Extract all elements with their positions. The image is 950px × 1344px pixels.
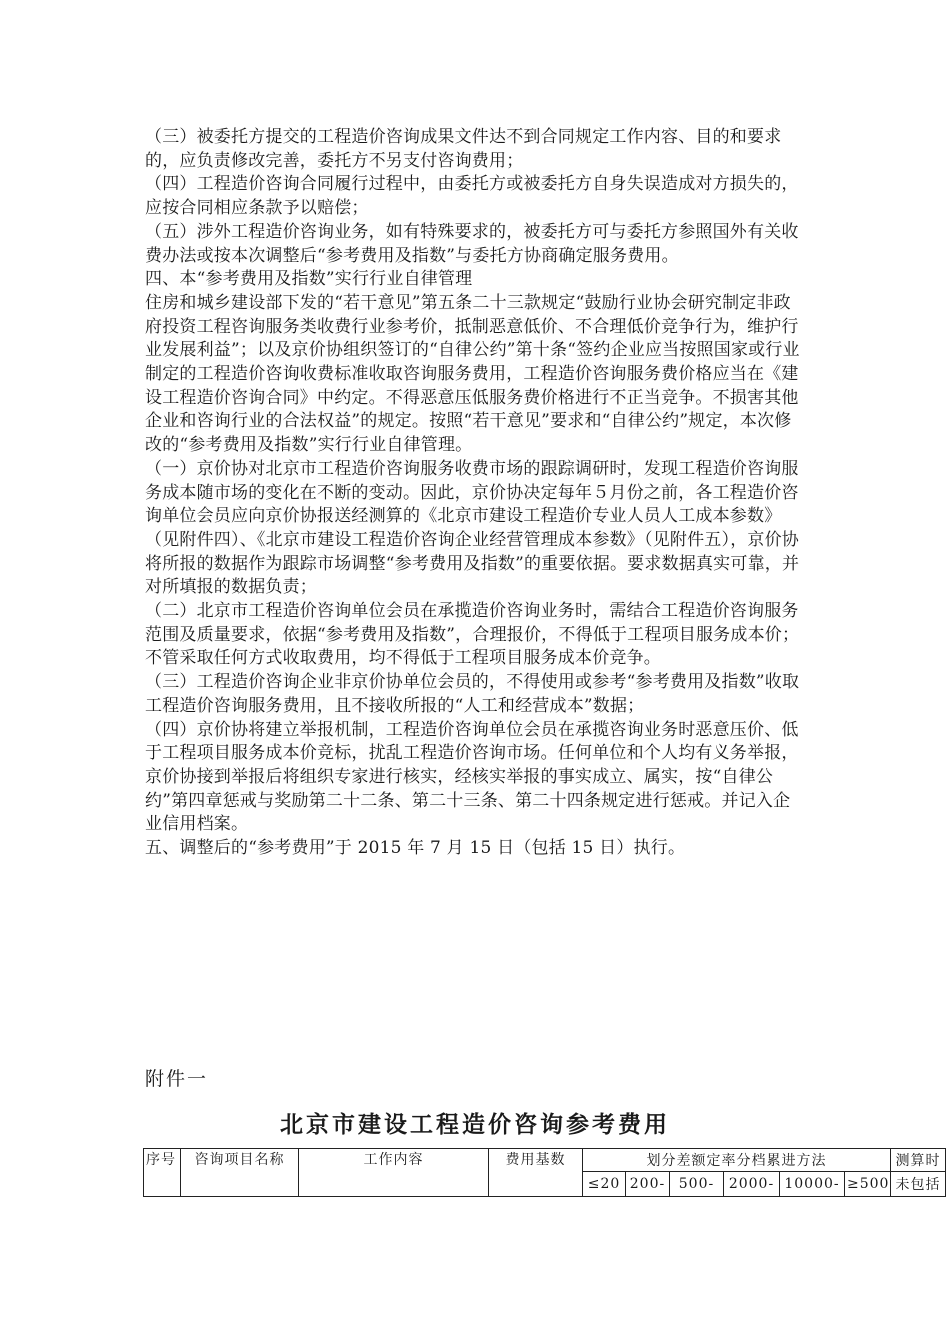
table-header-row	[144, 1149, 946, 1172]
tier-cell: 200-	[626, 1172, 670, 1197]
paragraph: 不管采取任何方式收取费用，均不得低于工程项目服务成本价竞争。	[145, 648, 661, 669]
paragraph: （四）工程造价咨询合同履行过程中，由委托方或被委托方自身失误造成对方损失的，应按合同相应条款予以赔偿；	[145, 174, 799, 219]
body-text	[145, 126, 805, 861]
section-heading: 四、本“参考费用及指数”实行行业自律管理	[145, 269, 473, 290]
paragraph: （四）京价协将建立举报机制，工程造价咨询单位会员在承揽咨询业务时恶意压价、低于工程项目服务成本价竞标，扰乱工程造价咨询市场。任何单位和个人均有义务举报，京价协接到举报后将组织专家进行核实，经核实举报的事实成立、属实，按“自律公约”第四章惩戒与奖励第二十二条、第二十三条、第二十四条规定进行惩戒。并记入企业信用档案。	[145, 719, 799, 835]
tier-cell: ≥500	[845, 1172, 891, 1197]
header-calc: 测算时	[891, 1149, 946, 1172]
header-calc-2: 未包括	[891, 1172, 946, 1197]
paragraph: （一）京价协对北京市工程造价咨询服务收费市场的跟踪调研时，发现工程造价咨询服务成本随市场的变化在不断的变动。因此，京价协决定每年５月份之前，各工程造价咨询单位会员应向京价协报送经测算的《北京市建设工程造价专业人员人工成本参数》（见附件四）、《北京市建设工程造价咨询企业经营管理成本参数》（见附件五），京价协将所报的数据作为跟踪市场调整“参考费用及指数”的重要依据。要求数据真实可靠，并对所填报的数据负责；	[145, 458, 800, 598]
tier-cell: 2000-	[724, 1172, 780, 1197]
section-heading: 五、调整后的“参考费用”于 2015 年 7 月 15 日（包括 15 日）执行。	[145, 838, 686, 859]
header-fee-base: 费用基数	[489, 1149, 583, 1197]
tier-cell: 500-	[670, 1172, 724, 1197]
annex-label: 附件一	[145, 1068, 209, 1090]
tier-cell: 10000-	[780, 1172, 845, 1197]
paragraph: （五）涉外工程造价咨询业务，如有特殊要求的，被委托方可与委托方参照国外有关收费办法或按本次调整后“参考费用及指数”与委托方协商确定服务费用。	[145, 221, 799, 266]
document-title: 北京市建设工程造价咨询参考费用	[280, 1111, 670, 1138]
tier-cell: ≤20	[583, 1172, 626, 1197]
header-seq: 序号	[144, 1149, 181, 1197]
paragraph: （三）被委托方提交的工程造价咨询成果文件达不到合同规定工作内容、目的和要求的，应负责修改完善，委托方不另支付咨询费用；	[145, 127, 782, 171]
header-item-name: 咨询项目名称	[181, 1149, 299, 1197]
paragraph: 住房和城乡建设部下发的“若干意见”第五条二十三款规定“鼓励行业协会研究制定非政府投资工程咨询服务类收费行业参考价，抵制恶意低价、不合理低价竞争行为，维护行业发展利益”；以及京价协组织签订的“自律公约”第十条“签约企业应当按照国家或行业制定的工程造价咨询收费标准收取咨询服务费用，工程造价咨询服务费价格应当在《建设工程造价咨询合同》中约定。不得恶意压低服务费价格进行不正当竞争。不损害其他企业和咨询行业的合法权益”的规定。按照“若干意见”要求和“自律公约”规定，本次修改的“参考费用及指数”实行行业自律管理。	[145, 292, 800, 456]
paragraph: （二）北京市工程造价咨询单位会员在承揽造价咨询业务时，需结合工程造价咨询服务范围及质量要求，依据“参考费用及指数”，合理报价，不得低于工程项目服务成本价；	[145, 601, 800, 645]
paragraph: （三）工程造价咨询企业非京价协单位会员的，不得使用或参考“参考费用及指数”收取工程造价咨询服务费用，且不接收所报的“人工和经营成本”数据；	[145, 672, 800, 716]
fee-table	[143, 1148, 946, 1197]
header-tier-method: 划分差额定率分档累进方法	[583, 1149, 891, 1172]
header-work-content: 工作内容	[299, 1149, 489, 1197]
